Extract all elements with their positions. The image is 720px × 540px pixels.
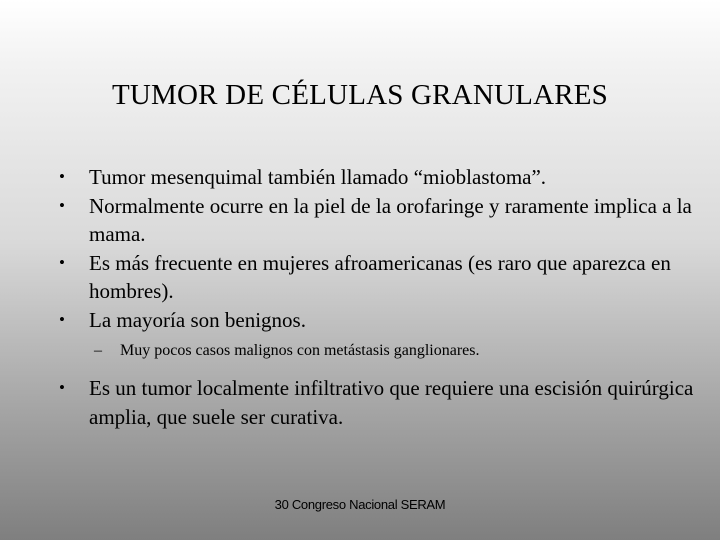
slide-footer: 30 Congreso Nacional SERAM xyxy=(274,497,446,512)
bullet-text: La mayoría son benignos. xyxy=(89,307,306,332)
bullet-item xyxy=(54,306,694,335)
bullet-list xyxy=(54,163,694,431)
sub-bullet-text: Muy pocos casos malignos con metástasis ganglionares. xyxy=(120,342,480,359)
bullet-marker: • xyxy=(59,309,65,329)
bullet-marker: • xyxy=(59,252,65,272)
bullet-text: Normalmente ocurre en la piel de la orofaringe y raramente implica a la mama. xyxy=(89,193,692,246)
bullet-item xyxy=(54,249,694,306)
bullet-marker: • xyxy=(59,195,65,215)
bullet-item xyxy=(54,374,694,431)
bullet-item xyxy=(54,192,694,249)
bullet-marker: • xyxy=(59,167,65,186)
bullet-text: Tumor mesenquimal también llamado “mioblastoma”. xyxy=(89,165,547,189)
bullet-marker: • xyxy=(59,378,65,397)
sub-bullet-marker: – xyxy=(94,342,102,359)
slide-title: TUMOR DE CÉLULAS GRANULARES xyxy=(112,79,608,111)
bullet-item xyxy=(54,163,694,192)
bullet-text: Es más frecuente en mujeres afroamericanas (es raro que aparezca en hombres). xyxy=(89,250,671,303)
bullet-text: Es un tumor localmente infiltrativo que requiere una escisión quirúrgica amplia, que suele ser curativa. xyxy=(89,376,694,429)
sub-bullet-item xyxy=(54,340,694,362)
